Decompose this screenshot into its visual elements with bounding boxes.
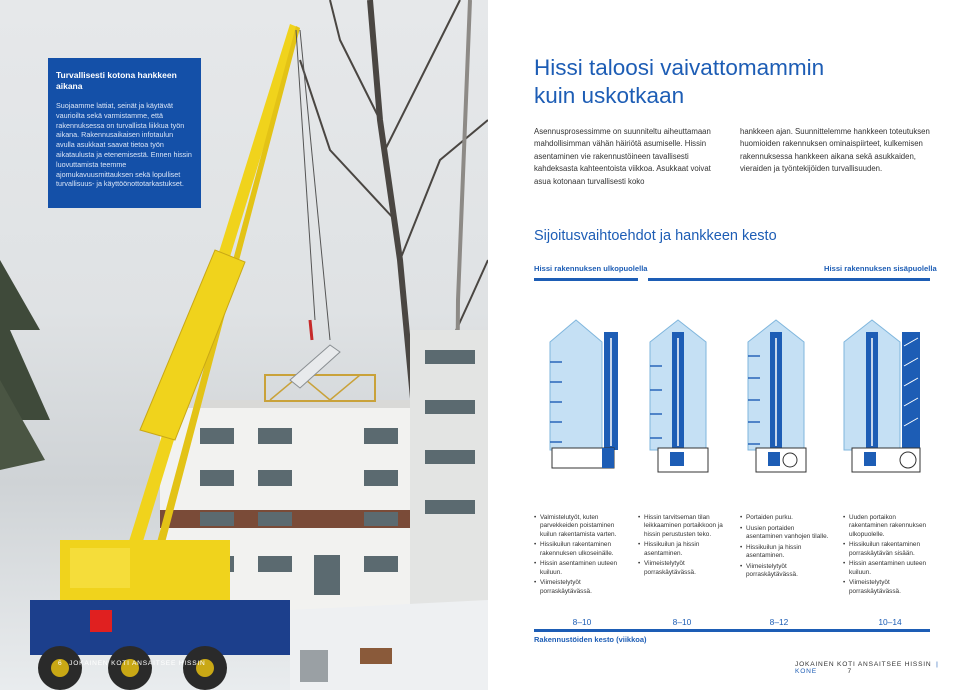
bench bbox=[360, 648, 392, 664]
section-title: Sijoitusvaihtoehdot ja hankkeen kesto bbox=[534, 228, 777, 244]
duration-label: Rakennustöiden kesto (viikkoa) bbox=[534, 635, 647, 644]
bin bbox=[300, 650, 328, 682]
left-footer bbox=[58, 660, 206, 667]
option-3-duration: 8–12 bbox=[769, 617, 789, 627]
duration-rule bbox=[534, 629, 930, 632]
option-3-steps bbox=[740, 514, 832, 582]
diagram-outside-shaft bbox=[546, 316, 626, 476]
outside-label: Hissi rakennuksen ulkopuolella bbox=[534, 264, 648, 273]
left-footer-text: JOKAINEN KOTI ANSAITSEE HISSIN bbox=[69, 660, 206, 667]
intro-column-2: hankkeen ajan. Suunnittelemme hankkeen toteutuksen huomioiden rakennuksen ominaispiirteet, kulkemisen rakennuksessa hankkeen aikana sekä asukkaiden, vieraiden ja työntekijöiden turvallisuuden. bbox=[740, 127, 930, 174]
option-2-steps bbox=[638, 514, 730, 579]
brand-name: KONE bbox=[795, 668, 817, 675]
outside-rule bbox=[534, 278, 638, 281]
right-footer bbox=[795, 661, 960, 675]
info-box-body: Suojaamme lattiat, seinät ja käytävät vaurioilta sekä varmistamme, että rakennuksessa on turvallista liikkua työn aikana. Rakennusaikaisen infotaulun avulla asukkaat saavat tietoa työn aikataulusta ja etenemisestä. Ennen hissin luovuttamista teemme ajomukavuusmittauksen sekä lopulliset turvallisuus- ja käyttöönottotarkastukset. bbox=[56, 101, 192, 189]
option-3-step: • Portaiden purku. bbox=[740, 514, 832, 522]
evergreen-tree bbox=[0, 260, 50, 470]
info-box bbox=[48, 58, 201, 208]
diagram-new-stair-tower bbox=[840, 316, 924, 476]
right-page-number: 7 bbox=[847, 668, 852, 675]
option-2-duration: 8–10 bbox=[672, 617, 692, 627]
option-1-step: • Hissikuilun rakentaminen rakennuksen ulkoseinälle. bbox=[534, 541, 626, 558]
option-3-step: • Hissikuilun ja hissin asentaminen. bbox=[740, 544, 832, 561]
option-1-step: • Viimeistelytyöt porraskäytävässä. bbox=[534, 579, 626, 596]
right-footer-text: JOKAINEN KOTI ANSAITSEE HISSIN bbox=[795, 661, 932, 668]
option-4-duration: 10–14 bbox=[878, 617, 902, 627]
diagram-new-stairs bbox=[744, 316, 824, 476]
info-box-title: Turvallisesti kotona hankkeen aikana bbox=[56, 70, 177, 91]
inside-rule bbox=[648, 278, 930, 281]
option-3-step: • Uusien portaiden asentaminen vanhojen tilalle. bbox=[740, 525, 832, 542]
option-3-step: • Viimeistelytyöt porraskäytävässä. bbox=[740, 563, 832, 580]
option-4-steps bbox=[843, 514, 935, 598]
option-2-step: • Hissikuilun ja hissin asentaminen. bbox=[638, 541, 730, 558]
option-1-duration: 8–10 bbox=[572, 617, 592, 627]
option-4-step: • Uuden portaikon rakentaminen rakennuksen ulkopuolelle. bbox=[843, 514, 935, 539]
option-2-step: • Hissin tarvitseman tilan leikkaaminen portaikkoon ja hissin perustusten teko. bbox=[638, 514, 730, 539]
left-page-number: 6 bbox=[58, 660, 63, 667]
option-1-step: • Hissin asentaminen uuteen kuiluun. bbox=[534, 560, 626, 577]
option-1-step: • Valmistelutyöt, kuten parvekkeiden poistaminen kuilun rakentamista varten. bbox=[534, 514, 626, 539]
option-1-steps bbox=[534, 514, 626, 598]
diagram-stairwell-shaft bbox=[646, 316, 726, 476]
option-2-step: • Viimeistelytyöt porraskäytävässä. bbox=[638, 560, 730, 577]
footer-separator: | bbox=[936, 661, 939, 668]
option-4-step: • Hissikuilun rakentaminen porraskäytävän sisään. bbox=[843, 541, 935, 558]
page-title: Hissi taloosi vaivattomammin kuin uskotkaan bbox=[534, 55, 825, 108]
inside-label: Hissi rakennuksen sisäpuolella bbox=[824, 264, 937, 273]
option-4-step: • Viimeistelytyöt porraskäytävässä. bbox=[843, 579, 935, 596]
option-4-step: • Hissin asentaminen uuteen kuiluun. bbox=[843, 560, 935, 577]
intro-column-1: Asennusprosessimme on suunniteltu aiheuttamaan mahdollisimman vähän häiriötä asumiselle. Hissin asentaminen vie rakennustöineen tavallisesti kahdeksasta kahteentoista viikkoa. Asukkaat voivat asua kotonaan turvallisesti koko bbox=[534, 127, 711, 186]
